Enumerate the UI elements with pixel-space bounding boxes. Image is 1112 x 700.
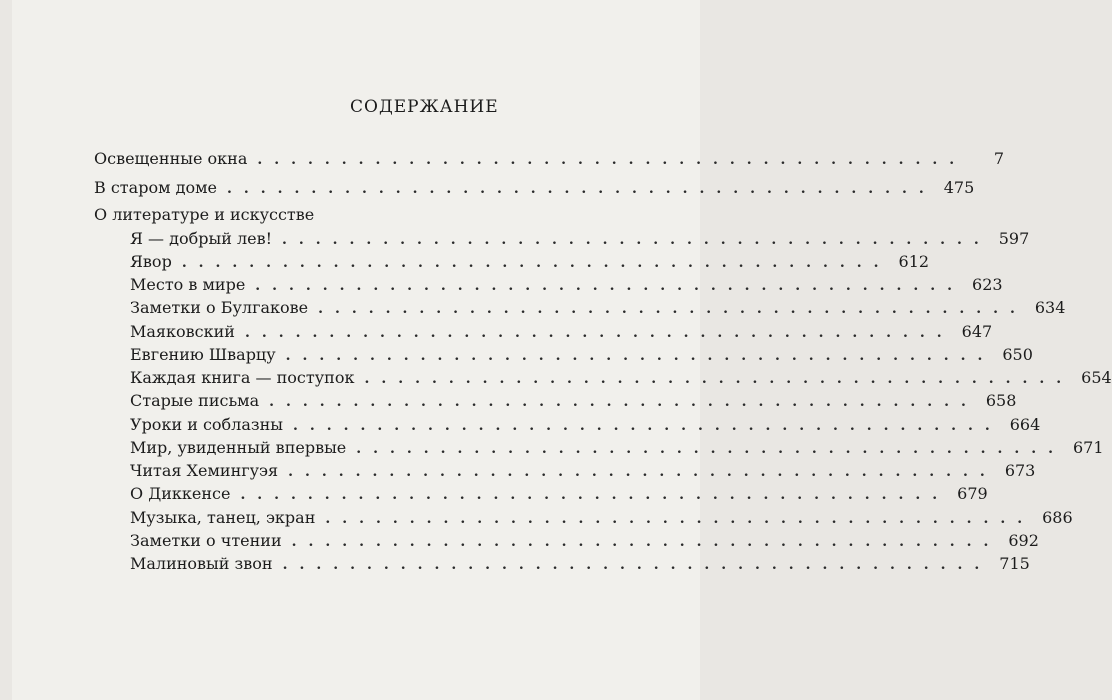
dot-leader: .......................................... (291, 534, 1001, 550)
toc-entry (130, 322, 993, 343)
dot-leader: .......................................... (269, 394, 978, 410)
toc-entry-title: Я — добрый лев! (130, 229, 273, 248)
dot-leader: .......................................... (282, 232, 991, 248)
toc-entry-title: Маяковский (130, 322, 235, 341)
toc-entry-title: Заметки о Булгакове (130, 298, 309, 317)
toc-entry-title: В старом доме (94, 178, 217, 197)
toc-entry (130, 391, 1017, 412)
toc-entry-title: О Диккенсе (130, 484, 231, 503)
toc-entry-page: 715 (999, 554, 1030, 573)
toc-entry-page: 664 (1009, 415, 1041, 434)
toc-entry-page: 658 (985, 391, 1017, 410)
toc-entry (130, 438, 1104, 459)
dot-leader: .......................................... (257, 152, 967, 168)
dot-leader: .......................................... (288, 464, 997, 480)
dot-leader: .......................................... (293, 418, 1002, 434)
dot-leader: .......................................... (181, 255, 891, 271)
toc-entry-page: 650 (1002, 345, 1033, 364)
toc-entry (130, 229, 1030, 250)
toc-entry (130, 298, 1066, 319)
dot-leader: .......................................... (240, 487, 950, 503)
toc-entry-title: Явор (130, 252, 172, 271)
toc-entry-page: 647 (961, 322, 993, 341)
toc-entry-title: Старые письма (130, 391, 260, 410)
dot-leader: .......................................... (356, 441, 1065, 457)
dot-leader: .......................................... (325, 511, 1035, 527)
toc-entry (130, 368, 1112, 389)
toc-entry-title: Место в мире (130, 275, 246, 294)
section-title: О литературе и искусстве (94, 205, 315, 224)
toc-entry-page: 612 (898, 252, 930, 271)
toc-entry (130, 531, 1039, 552)
toc-entry-page: 597 (998, 229, 1030, 248)
toc-entry-title: Заметки о чтении (130, 531, 282, 550)
dot-leader: .......................................... (244, 325, 954, 341)
toc-entry-page: 7 (993, 149, 1005, 168)
toc-entry (130, 484, 988, 505)
toc-entry-title: Читая Хемингуэя (130, 461, 279, 480)
book-page (12, 0, 1112, 700)
dot-leader: .......................................... (282, 557, 992, 573)
toc-entry (130, 345, 1033, 366)
toc-entry (130, 508, 1073, 529)
toc-entry (130, 415, 1041, 436)
page-title: СОДЕРЖАНИЕ (350, 97, 499, 117)
toc-entry-page: 623 (972, 275, 1003, 294)
dot-leader: .......................................... (285, 348, 995, 364)
dot-leader: .......................................... (318, 301, 1027, 317)
toc-entry (94, 149, 1005, 170)
toc-entry-page: 673 (1004, 461, 1036, 480)
toc-entry-page: 671 (1073, 438, 1104, 457)
dot-leader: .......................................... (255, 278, 965, 294)
table-of-contents (12, 0, 1112, 700)
toc-entry-page: 654 (1081, 368, 1112, 387)
toc-entry-title: Освещенные окна (94, 149, 248, 168)
toc-entry-page: 634 (1034, 298, 1066, 317)
toc-entry-page: 679 (957, 484, 988, 503)
toc-entry (130, 554, 1030, 575)
toc-entry (130, 252, 930, 273)
toc-entry-title: Евгению Шварцу (130, 345, 276, 364)
toc-entry-page: 692 (1008, 531, 1039, 550)
toc-entry-title: Малиновый звон (130, 554, 273, 573)
toc-entry-title: Каждая книга — поступок (130, 368, 355, 387)
toc-entry-page: 475 (943, 178, 975, 197)
dot-leader: .......................................... (364, 371, 1074, 387)
toc-entry (130, 461, 1036, 482)
toc-entry-title: Музыка, танец, экран (130, 508, 316, 527)
toc-entry (130, 275, 1003, 296)
toc-entry-title: Уроки и соблазны (130, 415, 283, 434)
toc-entry (94, 178, 975, 199)
toc-entry-page: 686 (1042, 508, 1073, 527)
dot-leader: .......................................... (227, 181, 936, 197)
toc-entry-title: Мир, увиденный впервые (130, 438, 347, 457)
